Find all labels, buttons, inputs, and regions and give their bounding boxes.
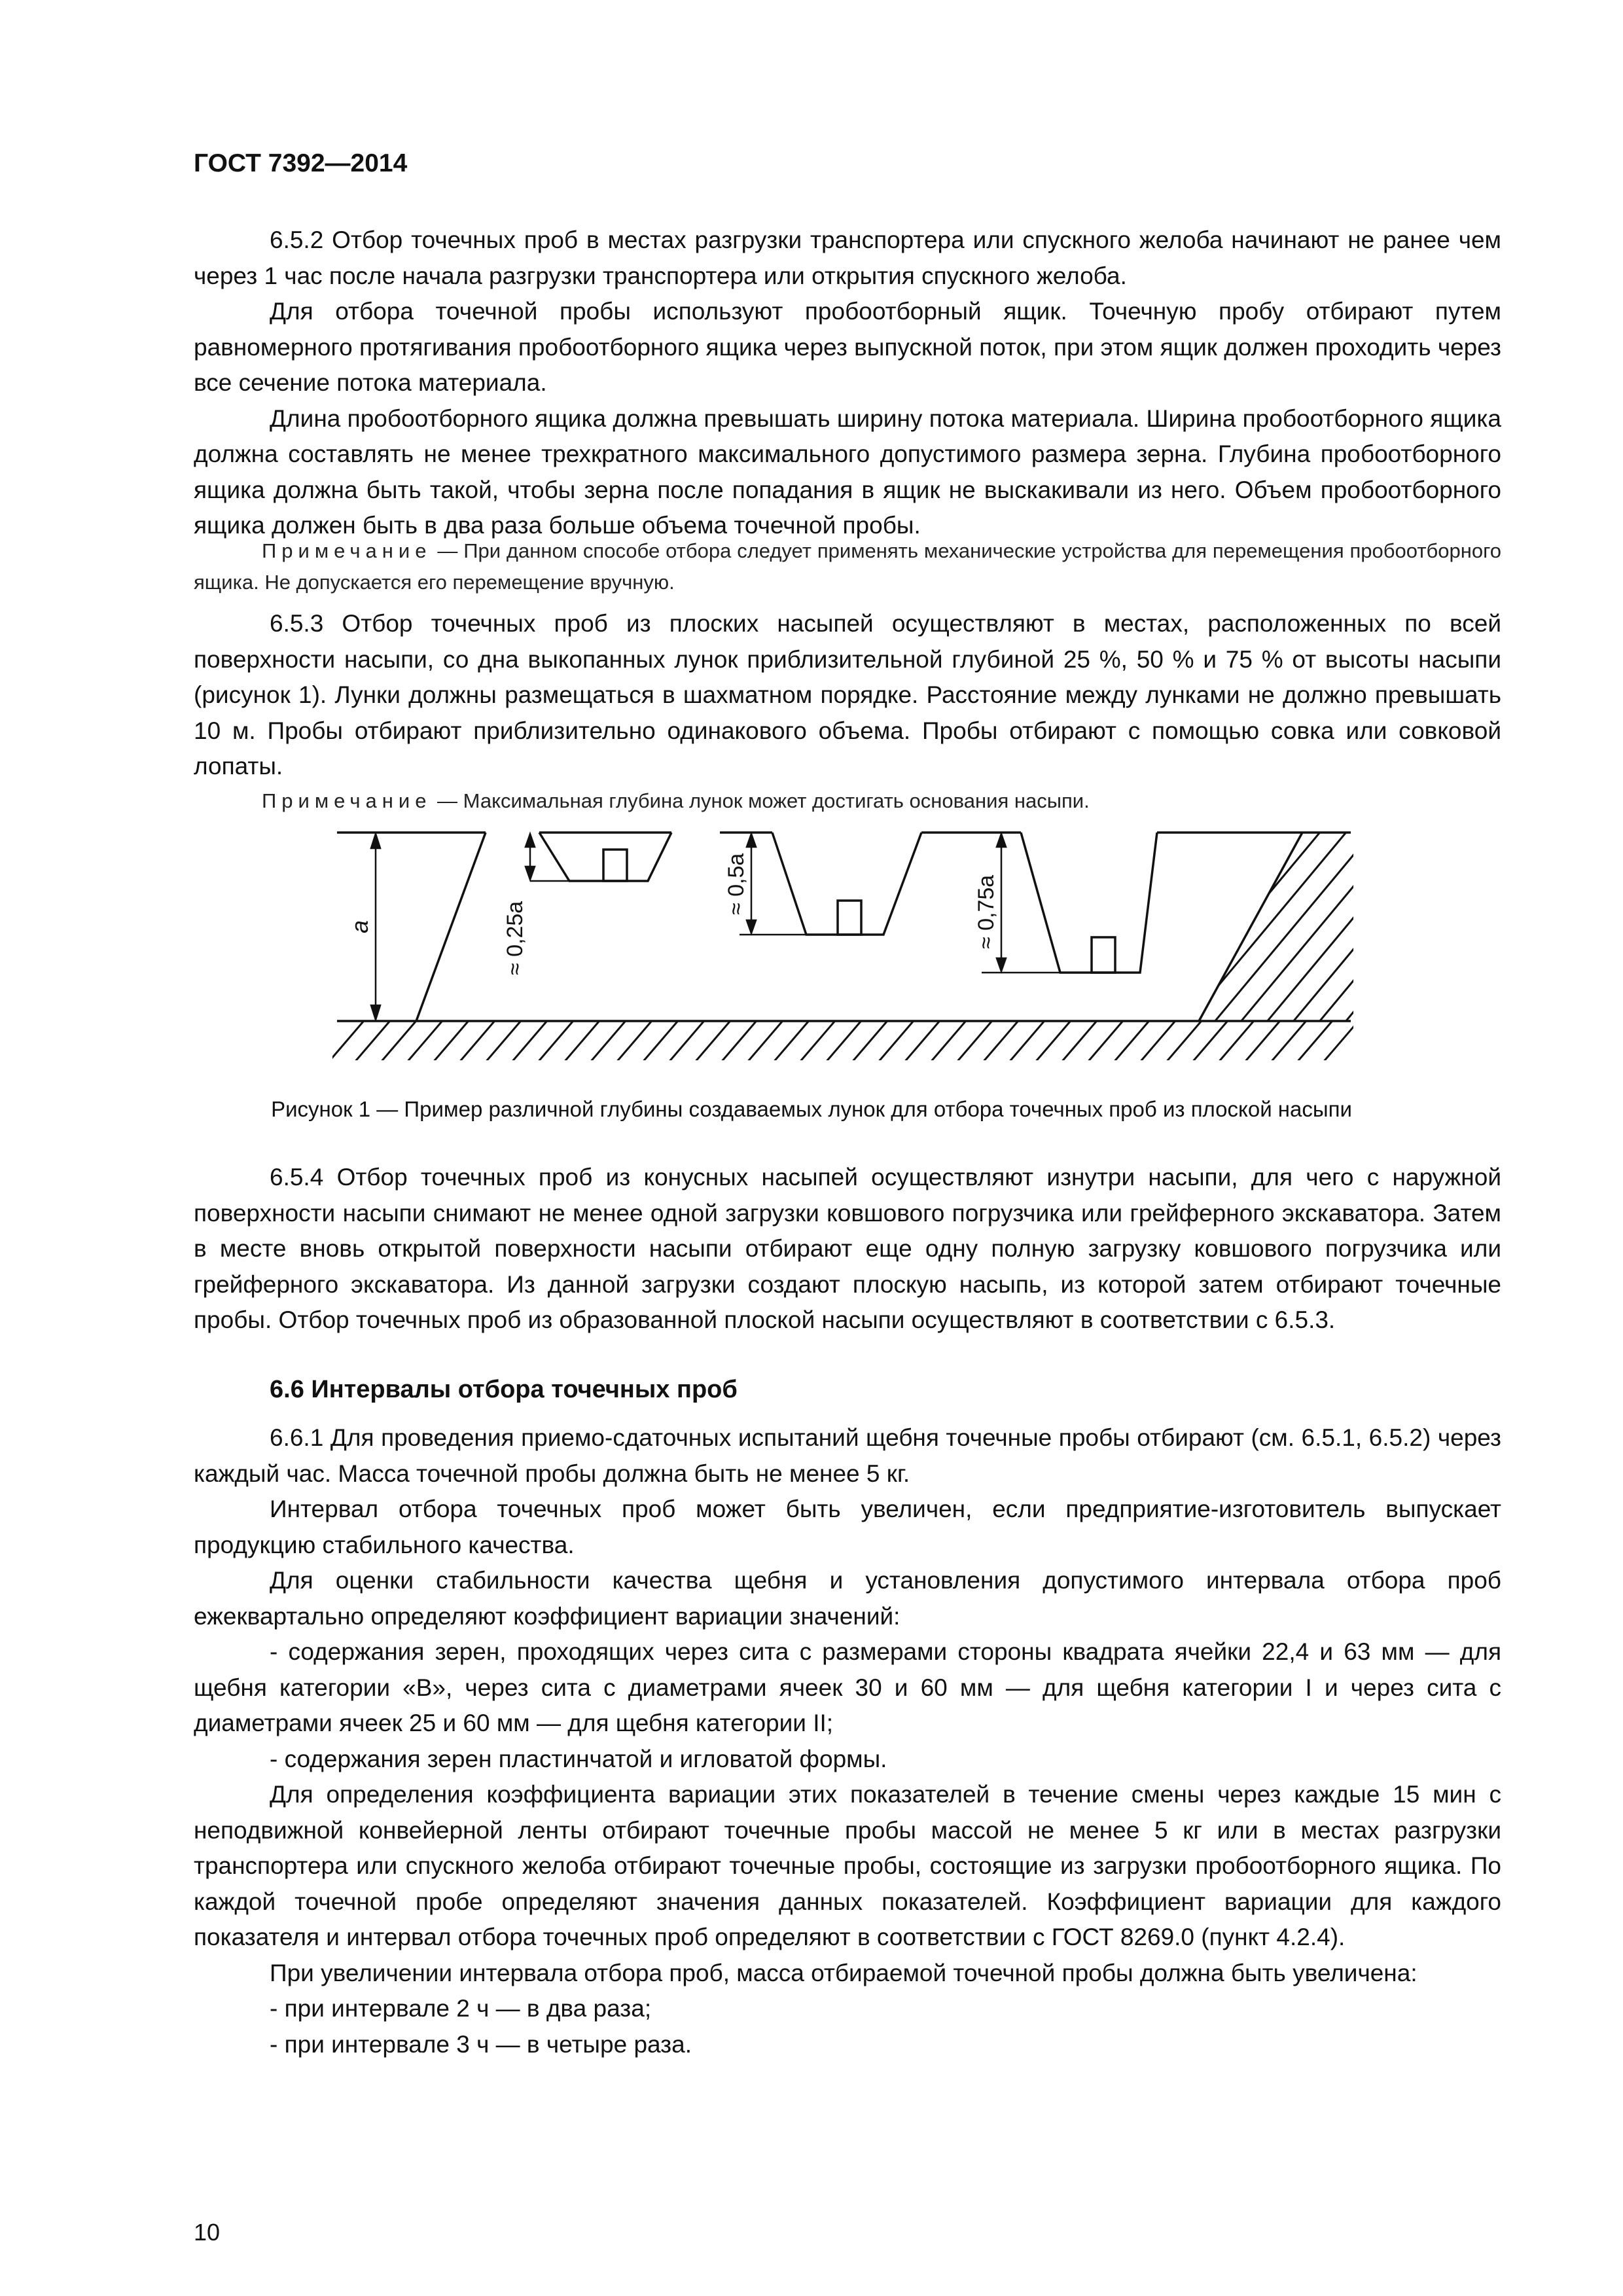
section-6-6-heading: 6.6 Интервалы отбора точечных проб xyxy=(270,1376,738,1403)
ground-hatching xyxy=(327,1018,1361,1064)
paragraph: Для определения коэффициента вариации этих показателей в течение смены через каждые 15 мин с неподвижной конвейерной ленты отбирают точечные пробы массой не менее 5 кг или в местах разгрузки транспортера или спускного желоба отбирают точечные пробы, состоящие из загрузки пробоотборного ящика. По каждой точечной пробе определяют значения данных показателей. Коэффициент вариации для каждого показателя и интервал отбора точечных проб определяют в соответствии с ГОСТ 8269.0 (пункт 4.2.4). xyxy=(194,1781,1501,1950)
note-text: — При данном способе отбора следует применять механические устройства для перемещения пробоотборного ящика. Не допускается его перемещение вручную. xyxy=(194,539,1501,594)
figure-1-diagram xyxy=(0,0,1623,1113)
list-item: - содержания зерен, проходящих через сита с размерами стороны квадрата ячейки 22,4 и 63 мм — для щебня категории «В», через сита с диаметрами ячеек 30 и 60 мм — для щебня категории I и через сита с диаметрами ячеек 25 и 60 мм — для щебня категории II; xyxy=(194,1638,1501,1736)
paragraph: 6.5.4 Отбор точечных проб из конусных насыпей осуществляют изнутри насыпи, для чего с наружной поверхности насыпи снимают не менее одной загрузки ковшового погрузчика или грейферного экскаватора. Затем в месте вновь открытой поверхности насыпи отбирают еще одну полную загрузку ковшового погрузчика или грейферного экскаватора. Из данной загрузки создают плоскую насыпь, из которой затем отбирают точечные пробы. Отбор точечных проб из образованной плоской насыпи осуществляют в соответствии с 6.5.3. xyxy=(194,1164,1501,1333)
pit-075 xyxy=(1021,833,1157,973)
pit-025 xyxy=(539,833,671,881)
paragraph: При увеличении интервала отбора проб, масса отбираемой точечной пробы должна быть увеличена: xyxy=(270,1959,1418,1986)
pile-left-slope xyxy=(416,833,486,1021)
label-075a: ≈ 0,75a xyxy=(974,874,999,949)
pile-right-slope xyxy=(1199,833,1302,1021)
paragraph: 6.5.2 Отбор точечных проб в местах разгрузки транспортера или спускного желоба начинают не ранее чем через 1 час после начала разгрузки транспортера или открытия спускного желоба. xyxy=(194,226,1501,289)
note-label: Примечание xyxy=(262,539,432,562)
paragraph: Для оценки стабильности качества щебня и установления допустимого интервала отбора проб ежеквартально определяют коэффициент вариации значений: xyxy=(194,1567,1501,1630)
section-6-6-1 xyxy=(194,1420,1501,2062)
figure-1-caption: Рисунок 1 — Пример различной глубины создаваемых лунок для отбора точечных проб из плоской насыпи xyxy=(271,1097,1352,1121)
document-header: ГОСТ 7392—2014 xyxy=(194,149,408,177)
list-item: - при интервале 2 ч — в два раза; xyxy=(270,1995,652,2022)
paragraph: Длина пробоотборного ящика должна превышать ширину потока материала. Ширина пробоотборного ящика должна составлять не менее трехкратного максимального допустимого размера зерна. Глубина пробоотборного ящика должна быть такой, чтобы зерна после попадания в ящик не выскакивали из него. Объем пробоотборного ящика должен быть в два раза больше объема точечной пробы. xyxy=(194,404,1501,539)
paragraph: 6.5.3 Отбор точечных проб из плоских насыпей осуществляют в местах, расположенных по всей поверхности насыпи, со дна выкопанных лунок приблизительной глубиной 25 %, 50 % и 75 % от высоты насыпи (рисунок 1). Лунки должны размещаться в шахматном порядке. Расстояние между лунками не должно превышать 10 м. Пробы отбирают приблизительно одинакового объема. Пробы отбирают с помощью совка или совковой лопаты. xyxy=(194,610,1501,780)
label-025a: ≈ 0,25a xyxy=(503,901,527,975)
pit-05 xyxy=(772,833,921,935)
paragraph: Интервал отбора точечных проб может быть увеличен, если предприятие-изготовитель выпускает продукцию стабильного качества. xyxy=(194,1496,1501,1558)
paragraph: 6.6.1 Для проведения приемо-сдаточных испытаний щебня точечные пробы отбирают (см. 6.5.1, 6.5.2) через каждый час. Масса точечной пробы должна быть не менее 5 кг. xyxy=(194,1424,1501,1487)
label-05a: ≈ 0,5a xyxy=(724,853,749,915)
paragraph: Для отбора точечной пробы используют пробоотборный ящик. Точечную пробу отбирают путем равномерного протягивания пробоотборного ящика через выпускной поток, при этом ящик должен проходить через все сечение потока материала. xyxy=(194,298,1501,396)
note-text: — Максимальная глубина лунок может достигать основания насыпи. xyxy=(431,789,1090,812)
outer-hatching xyxy=(1099,798,1531,1034)
section-6-5-4 xyxy=(194,1160,1501,1338)
page-number: 10 xyxy=(194,2219,221,2246)
list-item: - при интервале 3 ч — в четыре раза. xyxy=(270,2030,692,2058)
sample-box xyxy=(1092,937,1115,973)
note-label: Примечание xyxy=(262,789,432,812)
sample-box xyxy=(603,850,627,881)
label-a: a xyxy=(346,920,373,933)
sample-box xyxy=(838,901,861,935)
list-item: - содержания зерен пластинчатой и игловатой формы. xyxy=(270,1745,887,1772)
